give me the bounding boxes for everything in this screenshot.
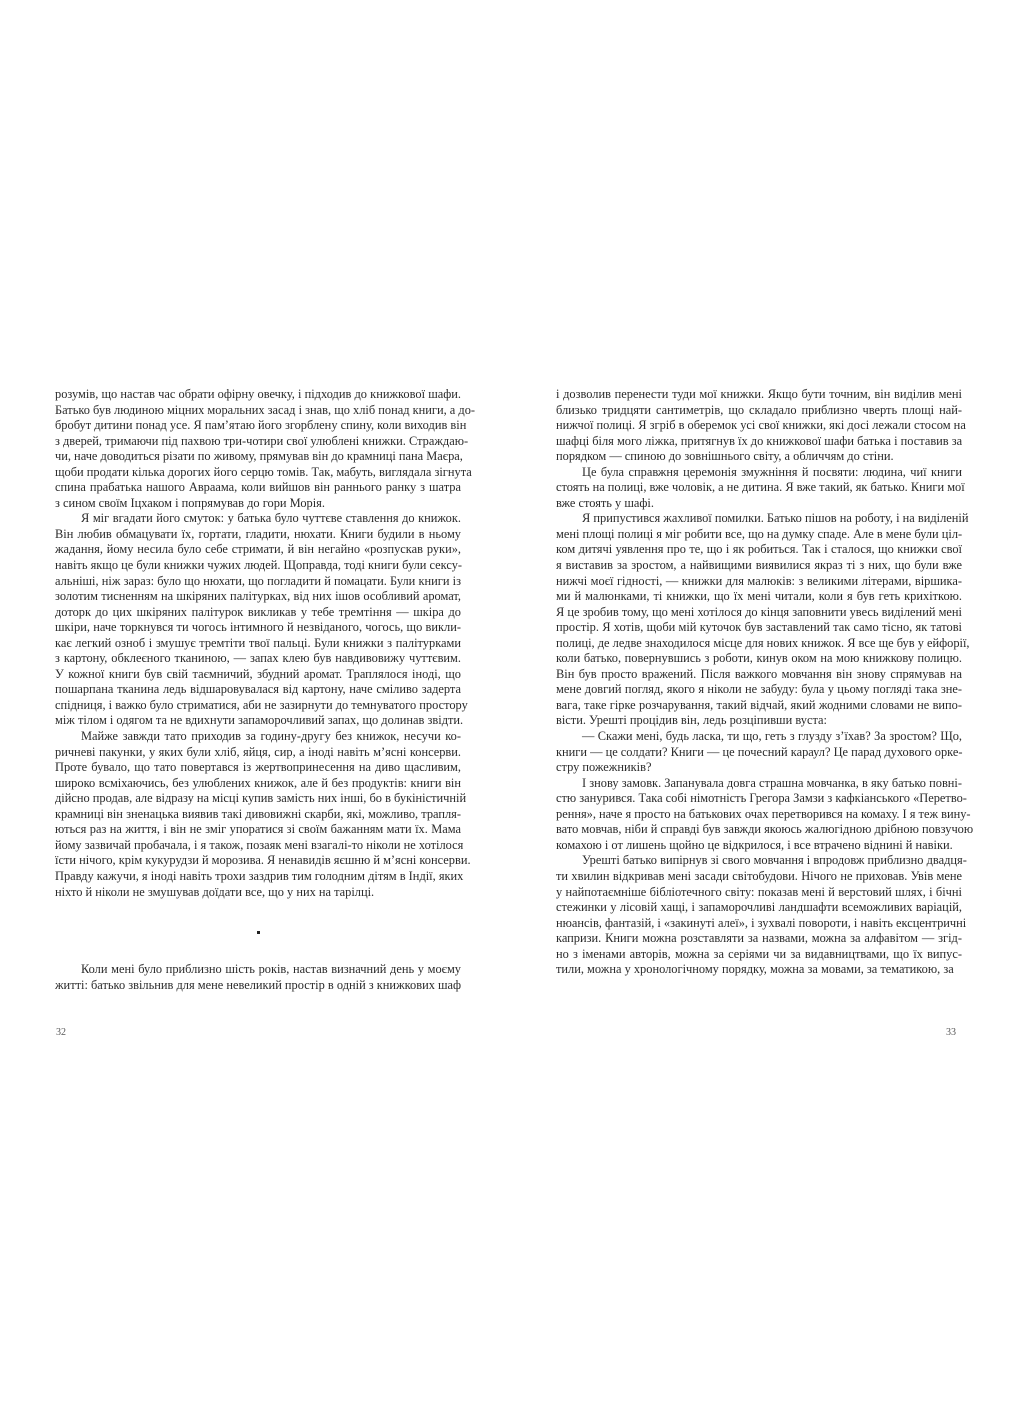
text-line: тили, можна у хронологічному порядку, можна за мовами, за тематикою, за [556,962,954,977]
paragraph [55,387,476,511]
text-line: крамниці він зненацька виявив такі дивовижні скарби, які, можливо, трапля- [55,806,461,821]
text-line: Майже завжди тато приходив за годину-другу без книжок, несучи ко- [81,729,461,744]
text-line: шкіри, наче торкнувся ти чогось інтимного й незвіданого, чогось, що викли- [55,620,461,635]
text-line: нижчі моєї гідності, — книжки для малюків: з великими літерами, віршика- [556,573,962,588]
text-line: ричневі пакунки, у яких були хліб, яйця, сир, а іноді навіть м’ясні консерви. [55,744,461,759]
text-line: мене довгий погляд, якого я ніколи не забуду: була у цьому погляді така зне- [556,682,962,697]
text-line: пошарпана тканина ледь відшаровувалася від картону, наче сміливо задерта [55,682,461,697]
text-line: Правду кажучи, я іноді навіть трохи заздрив тим голодним дітям в Індії, яких [55,868,464,883]
text-line: з дверей, тримаючи під пахвою три-чотири свої улюблені книжки. Страждаю- [55,433,469,448]
paragraph [556,853,967,977]
text-line: жадання, йому несила було себе стримати, й він негайно «розпускав руки», [55,542,461,557]
left-page-text [55,387,476,993]
text-line: щоби продати кілька дорогих його серцю томів. Так, мабуть, виглядала зігнута [55,464,472,479]
text-line: їсти нічого, крім кукурудзи й морозива. Я ненавидів яєшню й м’ясні консерви. [55,853,471,868]
text-line: з сином своїм Іцхаком і попрямував до гори Морія. [55,495,325,510]
text-line: з картону, обклеєного тканиною, — запах клею був навдивовижу чуттєвим. [55,651,461,666]
text-line: Урешті батько випірнув зі свого мовчання і впродовж приблизно двадця- [582,853,967,868]
paragraph [556,464,965,512]
text-line: Я це зробив тому, що мені хотілося до кінця заповнити увесь виділений мені [556,604,962,619]
text-line: спідниця, і важко було стриматися, аби не зазирнути до темнуватого простору [55,697,468,712]
text-line: вага, таке гірке розчарування, такий відчай, який жодними словами не випо- [556,697,962,712]
text-line: коли батько, повернувшись з роботи, кинув оком на мою книжкову полицю. [556,651,962,666]
text-line: дійсно продав, але відразу на місці купив замість них інші, бо в букіністичній [55,791,467,806]
text-line: вже стоять у шафі. [556,495,654,510]
text-line: стру пожежників? [556,760,652,775]
page-number-right: 33 [946,1027,956,1038]
section-break [55,924,461,939]
text-line: книги — це солдати? Книги — це почесний караул? Це парад духового орке- [556,744,963,759]
text-line: у найпотаємніше бібліотечного світу: показав мені й верстовий шлях, і бічні [556,884,962,899]
text-line: Коли мені було приблизно шість років, настав визначний день у моєму [81,962,461,977]
text-line: ніхто й ніколи не змушував доїдати все, що у них на тарілці. [55,884,375,899]
text-line: житті: батько звільнив для мене невеликий простір в одній з книжкових шаф [55,977,462,992]
section-break-dot-icon [257,931,260,934]
text-line: Батько був людиною міцних моральних засад і знав, що хліб понад книги, а до- [55,402,476,417]
text-line: вато мовчав, ніби й справді був завжди якоюсь жалюгідною дрібною повзучою [556,822,974,837]
text-line: стю занурився. Така собі німотність Грегора Замзи з кафкіанського «Перетво- [556,791,967,806]
text-line: нижчої полиці. Я згріб в оберемок усі свої книжки, які досі лежали стосом на [556,418,966,433]
paragraph [556,775,974,854]
text-line: золотим тисненням на шкіряних палітурках, від них ішов особливий аромат, [55,589,461,604]
text-line: чи, наче доводиться різати по живому, прямував він до крамниці пана Маєра, [55,449,463,464]
text-line: комахою і от лишень щойно це відкрилося, і все втрачено віднині й навіки. [556,837,953,852]
text-line: я виставив за зростом, а найвищими виявилися якраз ті з них, що були вже [556,558,962,573]
text-line: і дозволив перенести туди мої книжки. Якщо бути точним, він виділив мені [556,387,962,401]
right-page-text [556,387,974,978]
text-line: навіть якщо це були книжки чужих людей. Щоправда, тоді книги були сексу- [55,558,463,573]
text-line: альніші, ніж зараз: було що нюхати, що погладити й помацати. Були книги із [55,573,461,588]
text-line: ти хвилин відкривав мені засади світобудови. Нічого не приховав. Увів мене [556,868,962,883]
text-line: І знову замовк. Запанувала довга страшна мовчанка, в яку батько повні- [582,775,962,790]
text-line: полиці, де ледве знаходилося місце для нових книжок. Я все ще був у ейфорії, [556,635,970,650]
text-line: нюансів, фантазій, і «закинуті алеї», і зухвалі повороти, і навіть ексцентричні [556,915,967,930]
text-line: Проте бувало, що тато повертався із жертвопринесення на диво щасливим, [55,760,461,775]
paragraph [556,387,966,465]
text-line: шафці біля мого ліжка, притягнув їх до книжкової шафи батька і поставив за [556,433,963,448]
page-number-left: 32 [56,1027,66,1038]
paragraph [556,729,962,776]
text-line: Я міг вгадати його смуток: у батька було чуттєве ставлення до книжок. [81,511,461,526]
text-line: між тілом і одягом та не вдихнути запаморочливий запах, що долинав звідти. [55,713,464,728]
text-line: но з іменами авторів, можна за серіями чи за видавництвами, що їх випус- [556,946,962,961]
paragraph [556,511,970,729]
text-line: доторк до цих шкіряних палітурок викликав у тебе тремтіння — шкіра до [55,604,461,619]
text-line: простір. Я хотів, щоби мій куточок був заставлений так само тісно, як татові [556,620,962,635]
text-line: ком дитячі уявлення про те, що і як робиться. Так і сталося, що книжки свої [556,542,962,557]
text-line: рення», наче я просто на батькових очах перетворився на комаху. І я теж вину- [556,806,971,821]
text-line: ються раз на життя, і він не зміг упоратися зі своїм бажанням мати їх. Мама [55,822,461,837]
text-line: розумів, що настав час обрати офірну овечку, і підходив до книжкової шафи. [55,387,461,401]
text-line: кає легкий озноб і змушує тремтіти твої пальці. Були книжки з палітурками [55,635,461,650]
text-line: спина прабатька нашого Авраама, коли вийшов він раннього ранку з шатра [55,480,461,495]
text-line: мені площі полиці я міг робити все, що на думку спаде. Але в мене були ціл- [556,526,963,541]
text-line: стоять на полиці, вже чоловік, а не дитина. Я вже такий, як батько. Книги мої [556,480,965,495]
text-line: йому зазвичай пробачала, і я також, позаяк мені взагалі-то ніколи не хотілося [55,837,464,852]
paragraph [55,962,461,993]
text-line: Він любив обмацувати їх, гортати, гладити, нюхати. Книги будили в ньому [55,526,461,541]
text-line: Це була справжня церемонія змужніння й посвяти: людина, чиї книги [582,464,962,479]
text-line: широко всміхаючись, без улюблених книжок, але й без продуктів: книги він [55,775,461,790]
paragraph [55,511,468,729]
text-line: капризи. Книги можна розставляти за назвами, можна за алфавітом — згід- [556,931,962,946]
text-line: стежинки у лісовій хащі, і запаморочливі ландшафти всеможливих варіацій, [556,900,962,915]
text-line: близько тридцяти сантиметрів, що складало приблизно чверть площі най- [556,402,962,417]
text-line: Я припустився жахливої помилки. Батько пішов на роботу, і на виділеній [582,511,969,526]
text-line: ми й малюнками, ті книжки, що їх мені читали, коли я був геть крихіткою. [556,589,962,604]
text-line: бробут дитини понад усе. Я пам’ятаю його згорблену спину, коли виходив він [55,418,467,433]
text-line: У кожної книги був свій таємничий, збудний аромат. Траплялося іноді, що [55,666,461,681]
text-line: вісти. Урешті процідив він, ледь розціпивши вуста: [556,713,827,728]
text-line: Він був просто вражений. Після важкого мовчання він знову спрямував на [556,666,962,681]
text-line: порядком — спиною до зовнішнього світу, а обличчям до стіни. [556,449,894,464]
paragraph [55,729,471,900]
text-line: — Скажи мені, будь ласка, ти що, геть з глузду з’їхав? За зростом? Що, [582,729,962,744]
